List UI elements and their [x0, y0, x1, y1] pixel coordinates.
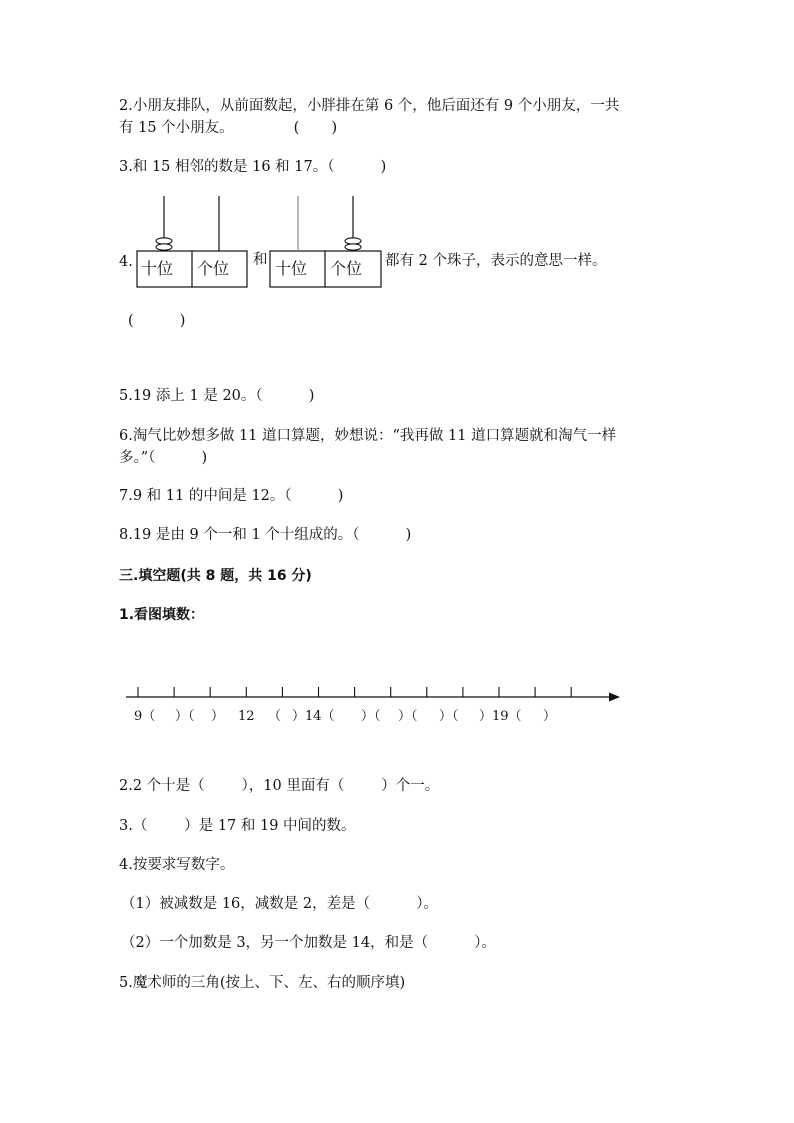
bead: [156, 244, 172, 250]
nl-label: 12: [238, 709, 255, 724]
bead: [345, 238, 361, 244]
q2-line1: 2.小朋友排队，从前面数起，小胖排在第 6 个，他后面还有 9 个小朋友，一共: [119, 98, 620, 114]
q4-answer: ( ): [128, 313, 186, 329]
nl-label: ）: [211, 709, 225, 724]
nl-label: ）（: [439, 709, 459, 724]
nl-label: ）: [543, 709, 557, 724]
abacus-right-ones-label: 个位: [330, 259, 363, 278]
abacus-left-tens-label: 十位: [141, 259, 174, 278]
number-line: [126, 687, 620, 702]
number-line-arrow: [609, 693, 620, 702]
bead: [156, 238, 172, 244]
nl-label: （: [268, 709, 282, 724]
nl-label: ）19（: [479, 709, 522, 724]
section3-heading: 三.填空题(共 8 题，共 16 分): [119, 568, 312, 584]
nl-label: ）（: [361, 709, 381, 724]
nl-label: ）（: [175, 709, 195, 724]
q7: 7.9 和 11 的中间是 12。（ ): [119, 488, 344, 504]
nl-label: 9（: [134, 709, 156, 724]
q8: 8.19 是由 9 个一和 1 个十组成的。（ ): [119, 527, 412, 543]
abacus-right-tens-label: 十位: [275, 259, 308, 278]
q6-line1: 6.淘气比妙想多做 11 道口算题，妙想说：“我再做 11 道口算题就和淘气一样: [119, 428, 617, 444]
section3-q2: 2.2 个十是（ ），10 里面有（ ）个一。: [119, 778, 440, 794]
bead: [345, 244, 361, 250]
q6-line2: 多。”（ ): [119, 450, 208, 466]
section3-q1-prompt: 1.看图填数：: [119, 607, 205, 623]
section3-q4-sub2: （2）一个加数是 3，另一个加数是 14，和是（ ）。: [121, 935, 496, 951]
q4-statement: 都有 2 个珠子，表示的意思一样。: [385, 253, 607, 269]
section3-q5: 5.魔术师的三角(按上、下、左、右的顺序填): [119, 975, 406, 991]
section3-q3: 3.（ ）是 17 和 19 中间的数。: [119, 818, 356, 834]
nl-label: ）（: [398, 709, 418, 724]
abacus-left-ones-label: 个位: [197, 259, 230, 278]
section3-q4-sub1: （1）被减数是 16，减数是 2，差是（ ）。: [121, 896, 438, 912]
nl-label: ）14（: [292, 709, 335, 724]
q4-number: 4.: [119, 254, 133, 270]
section3-q4-prompt: 4.按要求写数字。: [119, 857, 235, 873]
number-line-ticks: [138, 687, 571, 697]
q5: 5.19 添上 1 是 20。（ ): [119, 388, 315, 404]
q4-connector: 和: [253, 252, 268, 268]
q2-line2: 有 15 个小朋友。 ( ): [119, 120, 338, 136]
q3: 3.和 15 相邻的数是 16 和 17。（ ): [119, 159, 387, 175]
